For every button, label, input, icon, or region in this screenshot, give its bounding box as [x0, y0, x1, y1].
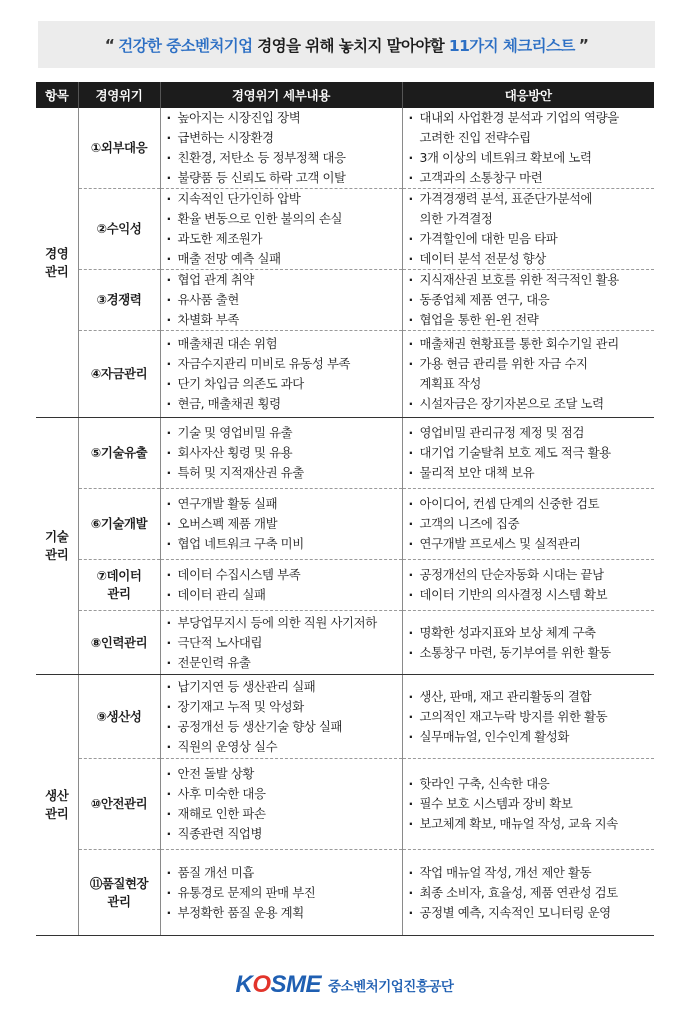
table-row: [36, 331, 654, 418]
response-details: [402, 560, 654, 611]
detail-bullet: · 친환경, 저탄소 등 정부정책 대응: [167, 148, 402, 168]
response-bullet: · 가용 현금 관리를 위한 자금 수지: [409, 354, 655, 374]
response-bullet: · 3개 이상의 네트워크 확보에 노력: [409, 148, 655, 168]
category-cell: 기술 관리: [36, 418, 78, 675]
detail-bullet: · 납기지연 등 생산관리 실패: [167, 677, 402, 697]
table-row: [36, 108, 654, 189]
response-bullet: · 가격할인에 대한 믿음 타파: [409, 229, 655, 249]
detail-bullet: · 전문인력 유출: [167, 653, 402, 673]
kosme-logo: KOSME: [235, 971, 322, 998]
response-bullet: · 가격경쟁력 분석, 표준단가분석에: [409, 189, 655, 209]
table-body: [36, 108, 654, 936]
detail-bullet: · 기술 및 영업비밀 유출: [167, 423, 402, 443]
table-row: [36, 560, 654, 611]
detail-bullet: · 유통경로 문제의 판매 부진: [167, 883, 402, 903]
footer: [0, 968, 689, 1002]
crisis-item: ⑪품질현장 관리: [78, 850, 160, 936]
category-cell: 경영 관리: [36, 108, 78, 418]
crisis-item: ⑩안전관리: [78, 759, 160, 850]
response-details: [402, 675, 654, 759]
response-bullet: · 지식재산권 보호를 위한 적극적인 활용: [409, 270, 655, 290]
org-name: 중소벤처기업진흥공단: [328, 979, 454, 995]
crisis-details: [160, 189, 402, 270]
response-bullet: · 데이터 기반의 의사결정 시스템 확보: [409, 585, 655, 605]
crisis-details: [160, 759, 402, 850]
detail-bullet: · 매출채권 대손 위험: [167, 334, 402, 354]
response-bullet: 계획표 작성: [419, 376, 481, 391]
detail-bullet: · 자금수지관리 미비로 유동성 부족: [167, 354, 402, 374]
response-bullet: · 대내외 사업환경 분석과 기업의 역량을: [409, 108, 655, 128]
crisis-details: [160, 331, 402, 418]
response-bullet: · 공정개선의 단순자동화 시대는 끝남: [409, 565, 655, 585]
header-crisis: 경영위기: [78, 82, 160, 108]
response-bullet: · 작업 매뉴얼 작성, 개선 제안 활동: [409, 863, 655, 883]
crisis-details: [160, 611, 402, 675]
response-details: [402, 850, 654, 936]
response-details: [402, 108, 654, 189]
response-bullet: · 핫라인 구축, 신속한 대응: [409, 774, 655, 794]
detail-bullet: · 단기 차입금 의존도 과다: [167, 374, 402, 394]
response-bullet: · 동종업체 제품 연구, 대응: [409, 290, 655, 310]
response-bullet: 의한 가격결정: [419, 211, 493, 226]
response-bullet: · 협업을 통한 윈-윈 전략: [409, 310, 655, 330]
detail-bullet: · 협업 관계 취약: [167, 270, 402, 290]
response-details: [402, 489, 654, 560]
table-row: [36, 675, 654, 759]
page-title: [38, 21, 655, 68]
response-bullet: · 시설자금은 장기자본으로 조달 노력: [409, 394, 655, 414]
response-bullet: · 필수 보호 시스템과 장비 확보: [409, 794, 655, 814]
response-bullet: · 물리적 보안 대책 보유: [409, 463, 655, 483]
crisis-item: ⑧인력관리: [78, 611, 160, 675]
table-header-row: [36, 82, 654, 108]
detail-bullet: · 품질 개선 미흡: [167, 863, 402, 883]
detail-bullet: · 매출 전망 예측 실패: [167, 249, 402, 269]
response-bullet: · 실무매뉴얼, 인수인계 활성화: [409, 727, 655, 747]
checklist-table: [36, 82, 654, 936]
table-row: [36, 611, 654, 675]
detail-bullet: · 사후 미숙한 대응: [167, 784, 402, 804]
detail-bullet: · 지속적인 단가인하 압박: [167, 189, 402, 209]
crisis-item: ⑤기술유출: [78, 418, 160, 489]
crisis-item: ②수익성: [78, 189, 160, 270]
response-bullet: · 고의적인 재고누락 방지를 위한 활동: [409, 707, 655, 727]
title-part3: 11가지 체크리스트: [448, 36, 575, 55]
response-bullet: · 데이터 분석 전문성 향상: [409, 249, 655, 269]
table-row: [36, 418, 654, 489]
crisis-details: [160, 270, 402, 331]
response-bullet: · 영업비밀 관리규정 제정 및 점검: [409, 423, 655, 443]
response-bullet: · 아이디어, 컨셉 단계의 신중한 검토: [409, 494, 655, 514]
detail-bullet: · 환율 변동으로 인한 불의의 손실: [167, 209, 402, 229]
response-bullet: · 명확한 성과지표와 보상 체계 구축: [409, 623, 655, 643]
table-row: [36, 489, 654, 560]
table-row: [36, 759, 654, 850]
crisis-details: [160, 560, 402, 611]
table-row: [36, 270, 654, 331]
detail-bullet: · 직원의 운영상 실수: [167, 737, 402, 757]
response-bullet: · 고객의 니즈에 집중: [409, 514, 655, 534]
response-bullet: 고려한 진입 전략수립: [419, 130, 531, 145]
detail-bullet: · 현금, 매출채권 횡령: [167, 394, 402, 414]
crisis-item: ①외부대응: [78, 108, 160, 189]
detail-bullet: · 오버스펙 제품 개발: [167, 514, 402, 534]
response-bullet: · 보고체계 확보, 매뉴얼 작성, 교육 지속: [409, 814, 655, 834]
response-details: [402, 418, 654, 489]
response-details: [402, 270, 654, 331]
detail-bullet: · 유사품 출현: [167, 290, 402, 310]
crisis-item: ⑦데이터 관리: [78, 560, 160, 611]
response-details: [402, 189, 654, 270]
response-bullet: · 매출채권 현황표를 통한 회수기일 관리: [409, 334, 655, 354]
response-bullet: · 연구개발 프로세스 및 실적관리: [409, 534, 655, 554]
table-row: [36, 850, 654, 936]
response-bullet: · 고객과의 소통창구 마련: [409, 168, 655, 188]
response-details: [402, 759, 654, 850]
detail-bullet: · 급변하는 시장환경: [167, 128, 402, 148]
crisis-details: [160, 850, 402, 936]
crisis-details: [160, 418, 402, 489]
open-quote: “: [104, 35, 115, 54]
header-category: 항목: [36, 82, 78, 108]
crisis-item: ⑨생산성: [78, 675, 160, 759]
detail-bullet: · 회사자산 횡령 및 유용: [167, 443, 402, 463]
crisis-item: ④자금관리: [78, 331, 160, 418]
response-bullet: · 공정별 예측, 지속적인 모니터링 운영: [409, 903, 655, 923]
detail-bullet: · 부당업무지시 등에 의한 직원 사기저하: [167, 613, 402, 633]
category-cell: 생산 관리: [36, 675, 78, 936]
detail-bullet: · 차별화 부족: [167, 310, 402, 330]
header-response: 대응방안: [402, 82, 654, 108]
detail-bullet: · 재해로 인한 파손: [167, 804, 402, 824]
detail-bullet: · 부정확한 품질 운용 계획: [167, 903, 402, 923]
response-bullet: · 최종 소비자, 효율성, 제품 연관성 검토: [409, 883, 655, 903]
detail-bullet: · 불량품 등 신뢰도 하락 고객 이탈: [167, 168, 402, 188]
crisis-item: ⑥기술개발: [78, 489, 160, 560]
detail-bullet: · 직종관련 직업병: [167, 824, 402, 844]
detail-bullet: · 특허 및 지적재산권 유출: [167, 463, 402, 483]
table-row: [36, 189, 654, 270]
detail-bullet: · 연구개발 활동 실패: [167, 494, 402, 514]
detail-bullet: · 데이터 관리 실패: [167, 585, 402, 605]
detail-bullet: · 안전 돌발 상황: [167, 764, 402, 784]
crisis-details: [160, 675, 402, 759]
detail-bullet: · 데이터 수집시스템 부족: [167, 565, 402, 585]
response-bullet: · 생산, 판매, 재고 관리활동의 결합: [409, 687, 655, 707]
response-bullet: · 대기업 기술탈취 보호 제도 적극 활용: [409, 443, 655, 463]
crisis-details: [160, 489, 402, 560]
detail-bullet: · 공정개선 등 생산기술 향상 실패: [167, 717, 402, 737]
title-part1: 건강한 중소벤처기업: [118, 36, 253, 55]
detail-bullet: · 장기재고 누적 및 악성화: [167, 697, 402, 717]
response-bullet: · 소통창구 마련, 동기부여를 위한 활동: [409, 643, 655, 663]
crisis-item: ③경쟁력: [78, 270, 160, 331]
detail-bullet: · 높아지는 시장진입 장벽: [167, 108, 402, 128]
response-details: [402, 611, 654, 675]
detail-bullet: · 과도한 제조원가: [167, 229, 402, 249]
header-details: 경영위기 세부내용: [160, 82, 402, 108]
crisis-details: [160, 108, 402, 189]
detail-bullet: · 협업 네트워크 구축 미비: [167, 534, 402, 554]
detail-bullet: · 극단적 노사대립: [167, 633, 402, 653]
title-part2: 경영을 위해 놓치지 말아야할: [257, 36, 445, 55]
response-details: [402, 331, 654, 418]
close-quote: ”: [578, 35, 589, 54]
